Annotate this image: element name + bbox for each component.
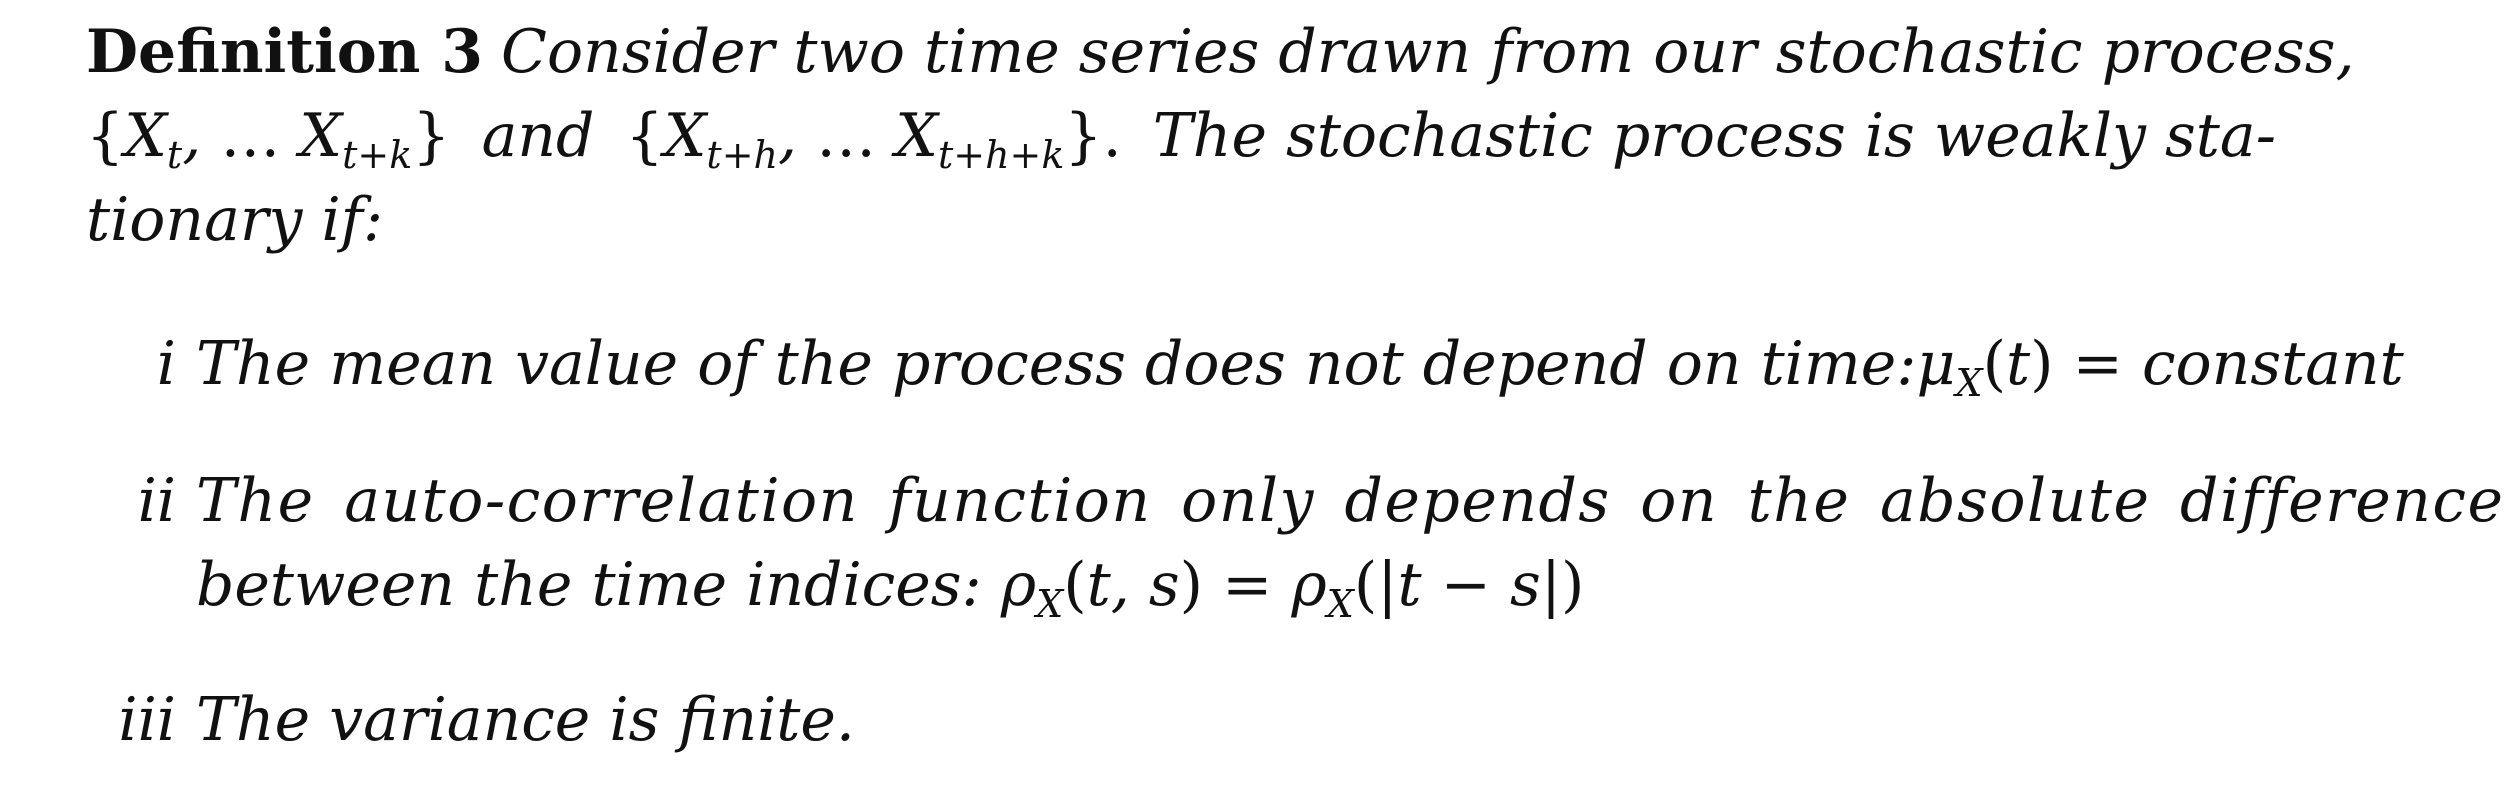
condition-3 [196,685,2276,755]
definition-line-2 [86,101,2276,177]
definition-intro: Consider two time series drawn from our stochastic process, [501,17,2355,87]
definition-label: Definition 3 [86,17,484,87]
series-2: {$X_{t+h}$, … $X_{t+h+k}$}. [625,101,1122,177]
condition-1-formula: $\mu_X(t)$ = constant [1916,329,2404,405]
condition-1 [196,329,2404,405]
condition-3-text: The variance is finite. [196,685,855,755]
condition-3-numeral: iii [118,685,176,755]
connector: and [481,101,595,171]
definition-line-1 [86,17,2355,87]
condition-2-text-2: between the time indices: [196,550,982,620]
definition-line-3 [86,185,2276,255]
definition-intro-tail: The stochastic process is weakly sta- [1152,101,2276,171]
condition-2-line-2 [196,550,2276,626]
condition-1-numeral: i [156,329,176,399]
definition-block [86,0,2505,795]
condition-2-line-1 [196,466,2505,536]
series-1: {$X_t$, … $X_{t+k}$} [86,101,451,177]
condition-2-formula: $\rho_X(t$, $s) = \rho_X(|t - s|)$ [1000,550,1585,626]
condition-2-numeral: ii [137,466,176,536]
condition-1-text: The mean value of the process does not depend on time: [196,329,1917,399]
condition-2-text-1: The auto-correlation function only depends on the absolute difference [196,466,2505,536]
definition-intro-end: tionary if: [86,185,384,255]
